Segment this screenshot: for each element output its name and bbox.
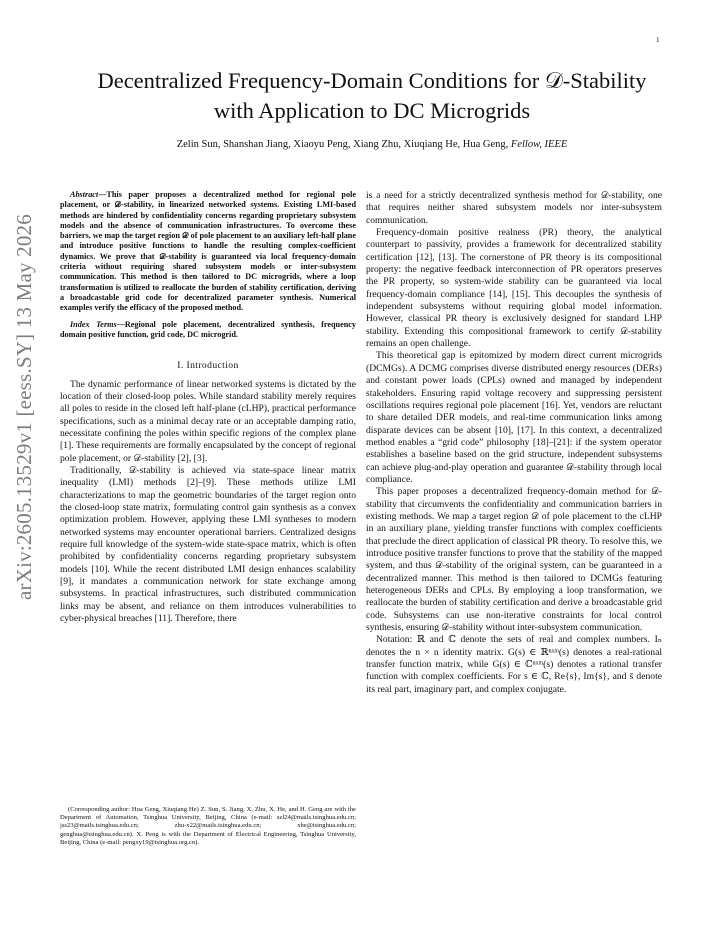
abstract-body: —This paper proposes a decentralized method for regional pole placement, or 𝒟-stability, in linearized networked systems. Existing LMI-based methods are hindered by confidentiality concerns regarding proprietary subsystem models and the absence of communication infrastructures. To overcome these barriers, we map the target region 𝒟 of pole placement to an auxiliary left-half plane and introduce positive functions to handle the resulting complex-coefficient dynamics. We prove that 𝒟-stability is guaranteed via local frequency-domain criteria without requiring shared subsystem models or inter-subsystem communication. This method is then tailored to DC microgrids, where a loop transformation is utilized to reallocate the burden of stability certification, deriving a broadcastable grid code for decentralized parameter synthesis. Numerical examples verify the efficacy of the proposed method. [60,190,356,313]
right-column [366,190,662,696]
right-paragraph: Notation: ℝ and ℂ denote the sets of real and complex numbers. Iₙ denotes the n × n identity matrix. G(s) ∈ ℝⁿˣᵐ(s) denotes a real-rational transfer function matrix, while G(s) ∈ ℂⁿˣᵐ(s) denotes a rational transfer function with complex coefficients. For s ∈ ℂ, Re{s}, Im{s}, and s̄ denote its real part, imaginary part, and complex conjugate. [366,634,662,695]
title-line-1: Decentralized Frequency-Domain Conditions for 𝒟-Stability [97,68,647,93]
left-paragraph: Traditionally, 𝒟-stability is achieved via state-space linear matrix inequality (LMI) methods [2]–[9]. These methods utilize LMI characterizations to map the geometric boundaries of the target region onto the closed-loop state matrix, formulating control gain synthesis as a convex optimization problem. However, applying these LMI syntheses to modern networked systems may encounter operational barriers. Centralized designs require full knowledge of the system-wide state-space matrix, which is often prohibited by confidentiality concerns regarding proprietary subsystem models [10]. While the recent distributed LMI design enhances scalability [9], it mandates a communication network for state exchange among subsystems. In practical infrastructures, such distributed communication links may be absent, and reliance on them introduces vulnerabilities to cyber-physical breaches [11]. Therefore, there [60,464,356,625]
arxiv-identifier: arXiv:2605.13529v1 [eess.SY] 13 May 2026 [12,214,36,600]
page-number: 1 [656,36,660,44]
right-paragraph: This theoretical gap is epitomized by modern direct current microgrids (DCMGs). A DCMG comprises diverse distributed energy resources (DERs) and constant power loads (CPLs) owned and managed by independent stakeholders. Ensuring rapid voltage recovery and suppressing persistent oscillations requires regional pole placement [16]. Yet, vendors are reluctant to share detailed DER models, and real-time communication links among disparate devices can be absent [10], [17]. In this context, a decentralized method enables a “grid code” philosophy [18]–[21]: if the system operator establishes a baseline based on the grid structure, independent subsystems can achieve plug-and-play operation and guarantee 𝒟-stability through local compliance. [366,350,662,485]
index-terms [60,320,356,341]
right-paragraph: Frequency-domain positive realness (PR) theory, the analytical counterpart to passivity, provides a framework for decentralized stability certification [12], [13]. The cornerstone of PR theory is its compositional property: the negative feedback interconnection of PR operators preserves the PR property, so system-wide stability can be guaranteed via local frequency-domain compliance [14], [15]. This decouples the synthesis of independent subsystems without requiring global model information. However, classical PR theory is exclusively designed for standard LHP stability. Extending this compositional framework to certify 𝒟-stability remains an open challenge. [366,227,662,350]
abstract [60,190,356,314]
right-paragraph: is a need for a strictly decentralized synthesis method for 𝒟-stability, one that requires neither shared subsystem models nor inter-subsystem communication. [366,190,662,226]
title-line-2: with Application to DC Microgrids [213,98,531,123]
index-terms-lead: Index Terms [70,319,117,329]
author-list [60,139,684,150]
author-footnote: (Corresponding author: Hua Geng, Xiuqiang He) Z. Sun, S. Jiang, X. Zhu, X. He, and H. Geng are with the Department of Automation, Tsinghua University, Beijing, China (e-mail: szl24@mails.tsinghua.edu.cn; jss23@mails.tsinghua.edu.cn; zhu-x22@mails.tsinghua.edu.cn; xhe@tsinghua.edu.cn; genghua@tsinghua.edu.cn). X. Peng is with the Department of Electrical Engineering, Tsinghua University, Beijing, China (e-mail: pengxy19@tsinghua.org.cn). [60,806,356,846]
abstract-lead: Abstract [70,190,99,199]
left-column [60,190,356,625]
author-names: Zelin Sun, Shanshan Jiang, Xiaoyu Peng, Xiang Zhu, Xiuqiang He, Hua Geng, [176,139,509,150]
left-paragraph: The dynamic performance of linear networked systems is dictated by the location of their closed-loop poles. While standard stability merely requires all poles to reside in the closed left half-plane (cLHP), practical performance specifications, such as a minimal decay rate or an acceptable damping ratio, necessitate confining the poles within specific regions of the complex plane [1]. These requirements are formally encapsulated by the concept of regional pole placement, or 𝒟-stability [2], [3]. [60,378,356,464]
section-heading-introduction: I. Introduction [177,360,239,372]
author-fellow: Fellow, IEEE [510,139,568,150]
paper-title [60,66,684,126]
index-terms-body: —Regional pole placement, decentralized synthesis, frequency domain positive function, grid code, DC microgrid. [60,319,356,339]
right-paragraph: This paper proposes a decentralized frequency-domain method for 𝒟-stability that circumvents the confidentiality and communication barriers in existing methods. We map a target region 𝒟 of pole placement to the cLHP in an auxiliary plane, yielding transfer functions with complex coefficients that preclude the direct application of classical PR theory. To resolve this, we introduce positive transfer functions to prove that the stability of the mapped system, and thus 𝒟-stability of the original system, can be guaranteed in a decentralized manner. This method is then tailored to DCMGs featuring heterogeneous DERs and CPLs. By employing a loop transformation, we reallocate the burden of stability certification and derive a broadcastable grid code. Subsystems can use non-iterative constraints for local control synthesis, ensuring 𝒟-stability without inter-subsystem communication. [366,486,662,634]
